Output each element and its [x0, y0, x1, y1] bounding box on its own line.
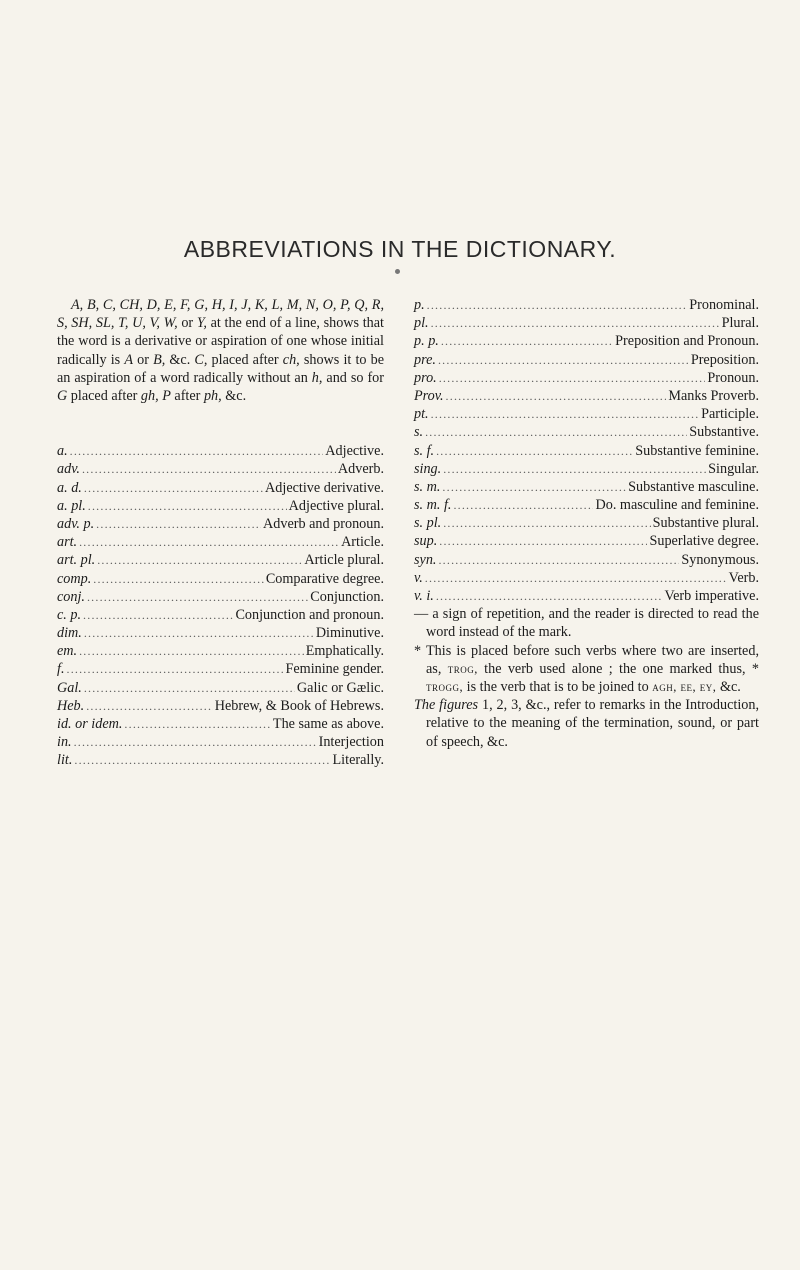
dot-leader [431, 405, 699, 423]
abbreviation-meaning: Hebrew, & Book of Hebrews. [214, 697, 384, 714]
dot-leader [84, 479, 263, 497]
dot-leader [425, 569, 727, 587]
intro-letters: A, B, C, CH, D, E, F, G, H, I, J, K, L, M, N, O, P, Q, R, S, SH, SL, T, U, V, W, [57, 297, 384, 332]
abbreviation-meaning: Singular. [708, 460, 759, 477]
abbreviation-meaning: Article. [341, 534, 384, 551]
abbreviation: sing. [414, 460, 442, 477]
abbreviation-meaning: Conjunction and pronoun. [235, 606, 384, 623]
abbreviation-meaning: Substantive. [689, 424, 759, 441]
abbreviation: adv. [57, 461, 80, 478]
abbreviation-entry [414, 442, 759, 460]
intro-text: or [177, 315, 197, 332]
intro-text: &c. [221, 388, 247, 405]
intro-letters-ch: ch, [282, 351, 300, 368]
abbreviation-entry [57, 751, 384, 769]
abbreviation-entry [57, 606, 384, 624]
abbreviation: dim. [57, 625, 82, 642]
intro-text: shows it to be an aspiration of a word radically without an [57, 351, 384, 386]
intro-letter-y: Y, [196, 315, 207, 332]
abbreviation-meaning: Feminine gender. [285, 661, 384, 678]
dot-leader [453, 496, 593, 514]
abbreviation-entry [414, 532, 759, 550]
dot-leader [438, 551, 679, 569]
abbreviation: in. [57, 734, 72, 751]
dot-leader [442, 478, 626, 496]
dot-leader [88, 497, 287, 515]
intro-letter-p: P [162, 388, 171, 405]
abbreviation-meaning: Pronominal. [689, 297, 759, 313]
abbreviation-entry [57, 624, 384, 642]
abbreviation: s. m. [414, 478, 441, 495]
abbreviation: Gal. [57, 679, 82, 696]
abbreviation: s. pl. [414, 515, 442, 532]
intro-text: at the end of a line, shows that the word is a derivative or aspiration of one whose initial radically is [57, 315, 384, 368]
abbreviation-meaning: Adverb and pronoun. [263, 515, 384, 532]
abbreviation-entry [414, 478, 759, 496]
abbreviation: art. [57, 534, 78, 551]
dot-leader [443, 460, 706, 478]
abbreviation-meaning: Substantive feminine. [635, 442, 759, 459]
abbreviation-meaning: Adverb. [337, 461, 384, 478]
dot-leader [93, 570, 264, 588]
dot-leader [438, 351, 689, 369]
abbreviation: syn. [414, 551, 437, 568]
abbreviation: pro. [414, 369, 437, 386]
intro-text: and so for [322, 369, 384, 386]
abbreviation-entry [57, 479, 384, 497]
abbreviation-list-left [57, 442, 384, 769]
abbreviation: id. or idem. [57, 716, 123, 733]
intro-letter-b: B, [153, 351, 166, 368]
abbreviation-meaning: Superlative degree. [649, 533, 759, 550]
right-column [414, 296, 759, 751]
abbreviation: a. [57, 443, 68, 460]
dot-leader [79, 642, 304, 660]
dot-leader [439, 369, 706, 387]
abbreviation: v. i. [414, 588, 434, 604]
abbreviation-entry [414, 496, 759, 514]
abbreviation-meaning: Preposition and Pronoun. [615, 333, 759, 350]
abbreviation: em. [57, 643, 78, 660]
page-title: ABBREVIATIONS IN THE DICTIONARY. [183, 236, 617, 262]
abbreviation-meaning: Adjective derivative. [265, 479, 384, 496]
dot-leader [439, 532, 647, 550]
abbreviation: a. d. [57, 479, 82, 496]
dot-leader [446, 387, 667, 405]
abbreviation: p. p. [414, 333, 439, 350]
abbreviation-meaning: Participle. [701, 406, 759, 423]
note-text: 1, 2, 3, &c., refer to remarks in the Introduction, relative to the meaning of the termination, sound, or part of speech, &c. [426, 697, 759, 750]
abbreviation-meaning: Pronoun. [707, 369, 759, 386]
abbreviation: a. pl. [57, 497, 86, 514]
abbreviation-entry [57, 460, 384, 478]
dot-leader [443, 514, 650, 532]
abbreviation-entry [57, 660, 384, 678]
dot-leader [67, 660, 284, 678]
abbreviation: conj. [57, 588, 85, 605]
abbreviation-entry [57, 515, 384, 533]
abbreviation: pre. [414, 351, 436, 368]
dot-leader [79, 533, 339, 551]
abbreviation-meaning: Diminutive. [315, 625, 384, 642]
intro-letters-ph: ph, [203, 388, 222, 405]
abbreviation-meaning: Adjective plural. [288, 497, 384, 514]
abbreviation-meaning: Adjective. [325, 443, 384, 460]
note-word-trogg: trogg, [426, 680, 464, 694]
dot-leader [427, 296, 688, 314]
abbreviation-meaning: Substantive masculine. [628, 478, 759, 495]
abbreviation-meaning: Manks Proverb. [668, 387, 759, 404]
dot-leader [436, 587, 663, 605]
abbreviation-entry [414, 369, 759, 387]
abbreviation: pt. [414, 406, 429, 423]
note-text: the verb used alone ; the one marked thus, * [477, 660, 759, 677]
abbreviation: sup. [414, 533, 438, 550]
abbreviation-entry [57, 588, 384, 606]
dot-leader [74, 751, 330, 769]
dot-leader [441, 332, 613, 350]
abbreviation: adv. p. [57, 515, 95, 532]
abbreviation-entry [414, 296, 759, 314]
abbreviation-meaning: Article plural. [304, 552, 384, 569]
abbreviation-entry [414, 351, 759, 369]
abbreviation-entry [57, 570, 384, 588]
abbreviation-meaning: Substantive plural. [652, 515, 759, 532]
left-column [57, 296, 384, 770]
abbreviation: pl. [414, 315, 429, 332]
abbreviation-entry [414, 551, 759, 569]
intro-letter-a: A [124, 351, 133, 368]
abbreviation-entry [57, 497, 384, 515]
abbreviation-entry [57, 551, 384, 569]
abbreviation-entry [414, 460, 759, 478]
dot-leader [431, 314, 720, 332]
abbreviation-meaning: Synonymous. [681, 551, 759, 568]
abbreviation-meaning: Emphatically. [305, 643, 384, 660]
abbreviation-entry [414, 387, 759, 405]
intro-text: after [170, 388, 204, 405]
dot-leader [84, 624, 314, 642]
intro-letter-h: h, [311, 369, 323, 386]
dot-leader [74, 733, 317, 751]
note-text: * This is placed before such verbs where two are inserted, as, [414, 642, 759, 677]
abbreviation-meaning: Galic or Gælic. [296, 679, 384, 696]
abbreviation-meaning: Literally. [332, 752, 384, 769]
intro-text: or [133, 351, 154, 368]
abbreviation-entry [57, 697, 384, 715]
asterisk-note [414, 642, 759, 697]
abbreviation-entry [57, 442, 384, 460]
dot-leader [96, 515, 261, 533]
intro-text: placed after [67, 388, 141, 405]
abbreviation-entry [57, 679, 384, 697]
abbreviation-entry [57, 533, 384, 551]
note-heading: The figures [414, 697, 479, 714]
abbreviation-meaning: Verb imperative. [664, 588, 759, 604]
abbreviation-entry [414, 587, 759, 605]
abbreviation-meaning: Verb. [728, 569, 759, 586]
abbreviation-meaning: Do. masculine and feminine. [595, 497, 759, 514]
intro-letter-g: G [57, 388, 68, 405]
dot-leader [124, 715, 270, 733]
abbreviation-meaning: Interjection [318, 734, 384, 751]
repetition-note: — a sign of repetition, and the reader is directed to read the word instead of the mark. [414, 606, 759, 641]
abbreviation-entry [414, 405, 759, 423]
abbreviation-entry [57, 715, 384, 733]
abbreviation-list-right [414, 296, 759, 605]
abbreviation: c. p. [57, 606, 82, 623]
dot-leader [436, 442, 633, 460]
abbreviation: f. [57, 661, 65, 678]
note-text: is the verb that is to be joined to [463, 679, 653, 695]
abbreviation: Heb. [57, 697, 85, 714]
abbreviation-meaning: The same as above. [272, 716, 384, 733]
ornament-dot [395, 269, 400, 274]
dot-leader [70, 442, 324, 460]
abbreviation: lit. [57, 752, 73, 769]
abbreviation-meaning: Preposition. [690, 351, 759, 368]
abbreviation: p. [414, 297, 425, 313]
dot-leader [84, 679, 295, 697]
abbreviation: Prov. [414, 387, 444, 404]
abbreviation: s. [414, 424, 424, 441]
intro-text: placed after [207, 351, 283, 368]
abbreviation-entry [414, 569, 759, 587]
note-text: &c. [716, 679, 741, 695]
abbreviation-meaning: Conjunction. [310, 588, 384, 605]
dot-leader [83, 606, 233, 624]
note-word-trog: trog, [447, 661, 478, 676]
abbreviation-entry [414, 423, 759, 441]
dot-leader [86, 697, 213, 715]
abbreviation: s. m. f. [414, 497, 452, 514]
abbreviation-entry [414, 314, 759, 332]
abbreviation: art. pl. [57, 552, 96, 569]
abbreviation: v. [414, 569, 423, 586]
figures-note [414, 696, 759, 751]
intro-text: &c. [165, 351, 195, 368]
abbreviation: comp. [57, 570, 92, 587]
intro-letters-gh: gh, [140, 388, 159, 405]
abbreviation-entry [57, 642, 384, 660]
dot-leader [82, 460, 336, 478]
intro-paragraph [57, 296, 384, 405]
dot-leader [97, 551, 302, 569]
abbreviation-entry [414, 332, 759, 350]
dot-leader [87, 588, 308, 606]
abbreviation-entry [57, 733, 384, 751]
intro-letter-c: C, [194, 351, 208, 368]
abbreviation: s. f. [414, 442, 435, 459]
abbreviation-meaning: Comparative degree. [265, 570, 384, 587]
dot-leader [425, 423, 687, 441]
note-word-endings: agh, ee, ey, [652, 680, 717, 694]
abbreviation-entry [414, 514, 759, 532]
abbreviation-meaning: Plural. [721, 315, 759, 332]
